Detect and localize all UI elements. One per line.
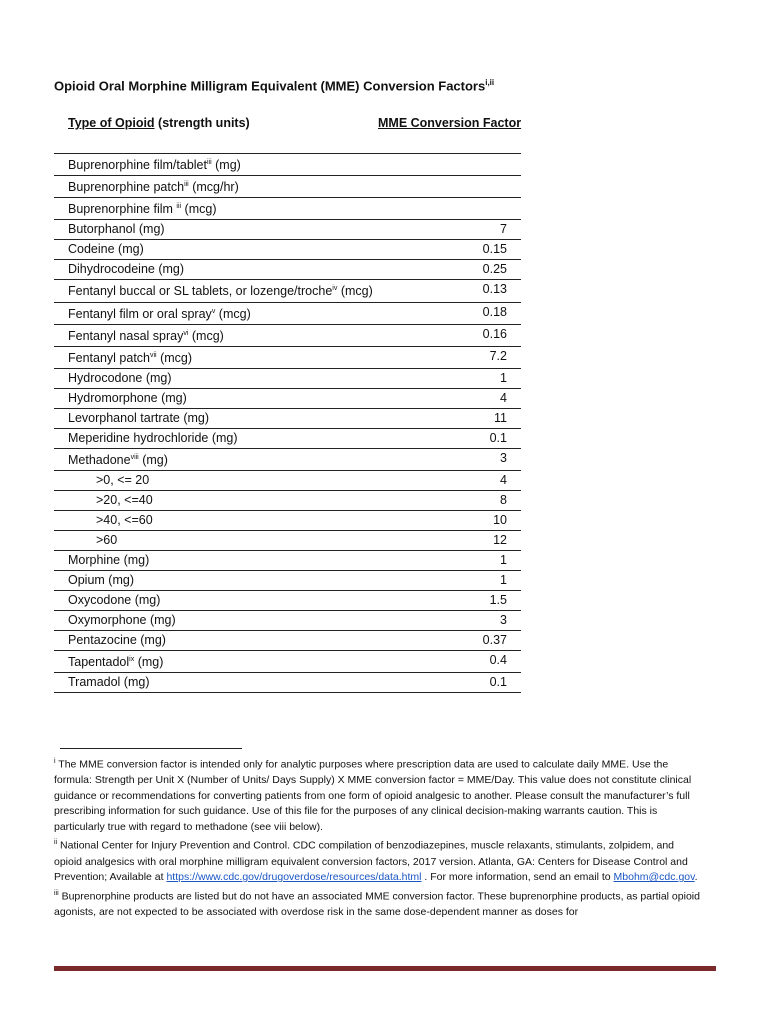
- footnote-divider: [60, 748, 242, 749]
- email-link[interactable]: Mbohm@cdc.gov: [613, 871, 695, 884]
- table-row: [54, 220, 521, 240]
- table-row: [54, 240, 521, 260]
- opioid-name-cell: Pentazocine (mg): [68, 633, 166, 648]
- cdc-data-link[interactable]: https://www.cdc.gov/drugoverdose/resources/data.html: [166, 871, 422, 884]
- mme-factor-cell: 12: [493, 533, 507, 548]
- table-row: [54, 673, 521, 693]
- mme-factor-cell: 1.5: [489, 593, 507, 608]
- opioid-name-cell: >60: [96, 533, 118, 548]
- mme-factor-cell: 0.4: [489, 653, 507, 668]
- table-row: [54, 409, 521, 429]
- table-row: [54, 631, 521, 651]
- opioid-name-cell: Tapentadol$^{ix}$ (mg): [68, 655, 164, 670]
- table-row: [54, 591, 521, 611]
- table-row: [54, 302, 521, 324]
- opioid-name-cell: Buprenorphine film/tablet$^{iii}$ (mg): [68, 158, 241, 173]
- footnote-iii: $^{iii}$ Buprenorphine products are listed but do not have an associated MME conversion factor. These buprenorphine products, as partial opioid agonists, are not expected to be associated with overdose risk in the same dose-dependent manner as doses for: [54, 889, 700, 918]
- mme-factor-cell: 8: [500, 493, 507, 508]
- opioid-name-cell: >40, <=60: [96, 513, 153, 528]
- opioid-name-cell: Fentanyl buccal or SL tablets, or lozenge/troche$^{iv}$ (mcg): [68, 284, 373, 299]
- table-row: [54, 369, 521, 389]
- mme-factor-cell: 0.1: [489, 675, 507, 690]
- column-header-underlined: Type of Opioid: [68, 116, 155, 130]
- table-row: [54, 176, 521, 198]
- mme-factor-cell: [476, 198, 521, 220]
- mme-factor-cell: 1: [500, 371, 507, 386]
- opioid-name-cell: Opium (mg): [68, 573, 134, 588]
- opioid-name-cell: Morphine (mg): [68, 553, 150, 568]
- mme-factor-cell: 3: [500, 451, 507, 466]
- title-superscript: i,ii: [485, 78, 495, 87]
- footnote-i: $^i$ The MME conversion factor is intended only for analytic purposes where prescription data are used to calculate daily MME. Use the formula: Strength per Unit X (Number of Units/ Days Supply) X MME conversion factor = MME/Day. This value does not constitute clinical guidance or recommendations for converting patients from one form of opioid analgesic to another. Please consult the manufacturer’s full prescribing information for such guidance. Use of this file for the purposes of any clinical decision-making warrants caution. This is particularly true with regard to methadone (see viii below).: [54, 758, 692, 833]
- mme-factor-cell: [476, 154, 521, 176]
- table-row: [54, 471, 521, 491]
- mme-factor-cell: 1: [500, 573, 507, 588]
- mme-factor-cell: 11: [494, 411, 507, 426]
- opioid-name-cell: Hydrocodone (mg): [68, 371, 172, 386]
- opioid-name-cell: Dihydrocodeine (mg): [68, 262, 185, 277]
- opioid-name-cell: Levorphanol tartrate (mg): [68, 411, 210, 426]
- opioid-name-cell: >0, <= 20: [96, 473, 150, 488]
- footnote-ii: $^{ii}$ National Center for Injury Prevention and Control. CDC compilation of benzodiazepines, muscle relaxants, stimulants, zolpidem, and opioid analgesics with oral morphine milligram equivalent conversion factors, 2017 version. Atlanta, GA: Centers for Disease Control and Prevention; Available at https://www.cdc.gov/drugoverdose/resources/data.html . For more information, send an email to Mbohm@cdc.gov.: [54, 839, 698, 884]
- table-row: [54, 324, 521, 346]
- table-row: [54, 198, 521, 220]
- table-row: [54, 551, 521, 571]
- opioid-name-cell: Buprenorphine patch$^{iii}$ (mcg/hr): [68, 180, 239, 195]
- table-row: [54, 449, 521, 471]
- opioid-name-cell: Meperidine hydrochloride (mg): [68, 431, 238, 446]
- opioid-name-cell: Fentanyl nasal spray$^{vi}$ (mcg): [68, 328, 224, 343]
- opioid-name-cell: Tramadol (mg): [68, 675, 150, 690]
- table-row: [54, 280, 521, 302]
- column-header-units: (strength units): [154, 116, 250, 130]
- table-row: [54, 491, 521, 511]
- mme-factor-cell: 0.1: [489, 431, 507, 446]
- mme-factor-cell: 0.25: [482, 262, 507, 277]
- table-row: [54, 611, 521, 631]
- column-header-type-of-opioid: [68, 116, 250, 130]
- table-row: [54, 154, 521, 176]
- mme-factor-cell: 3: [500, 613, 507, 628]
- mme-factor-cell: 7.2: [489, 348, 507, 363]
- mme-factor-cell: 0.16: [482, 326, 507, 341]
- table-row: [54, 511, 521, 531]
- mme-factor-cell: 0.37: [482, 633, 507, 648]
- opioid-name-cell: Fentanyl film or oral spray$^v$ (mcg): [68, 306, 251, 321]
- mme-conversion-table: [54, 153, 521, 693]
- page-footer-bar: [54, 966, 716, 971]
- mme-factor-cell: 4: [500, 391, 507, 406]
- opioid-name-cell: Hydromorphone (mg): [68, 391, 187, 406]
- mme-factor-cell: 1: [500, 553, 507, 568]
- opioid-name-cell: Oxymorphone (mg): [68, 613, 176, 628]
- mme-factor-cell: 4: [500, 473, 507, 488]
- opioid-name-cell: >20, <=40: [96, 493, 153, 508]
- page-title: Opioid Oral Morphine Milligram Equivalent (MME) Conversion Factors$^{i,ii}$: [54, 78, 495, 94]
- mme-factor-cell: 0.18: [482, 304, 507, 319]
- table-row: [54, 346, 521, 368]
- mme-factor-cell: 7: [500, 222, 507, 237]
- table-row: [54, 531, 521, 551]
- mme-factor-cell: 10: [493, 513, 507, 528]
- table-row: [54, 260, 521, 280]
- opioid-name-cell: Buprenorphine film $^{iii}$ (mcg): [68, 202, 217, 217]
- mme-factor-cell: 0.13: [482, 282, 507, 297]
- opioid-name-cell: Oxycodone (mg): [68, 593, 161, 608]
- table-row: [54, 651, 521, 673]
- column-header-mme-factor: MME Conversion Factor: [378, 116, 522, 130]
- opioid-name-cell: Fentanyl patch$^{vii}$ (mcg): [68, 351, 193, 366]
- footnotes: [54, 754, 704, 920]
- mme-factor-cell: 0.15: [482, 242, 507, 257]
- opioid-name-cell: Butorphanol (mg): [68, 222, 165, 237]
- table-row: [54, 429, 521, 449]
- opioid-name-cell: Methadone$^{viii}$ (mg): [68, 453, 168, 468]
- opioid-name-cell: Codeine (mg): [68, 242, 144, 257]
- mme-factor-cell: [476, 176, 521, 198]
- table-row: [54, 571, 521, 591]
- table-row: [54, 389, 521, 409]
